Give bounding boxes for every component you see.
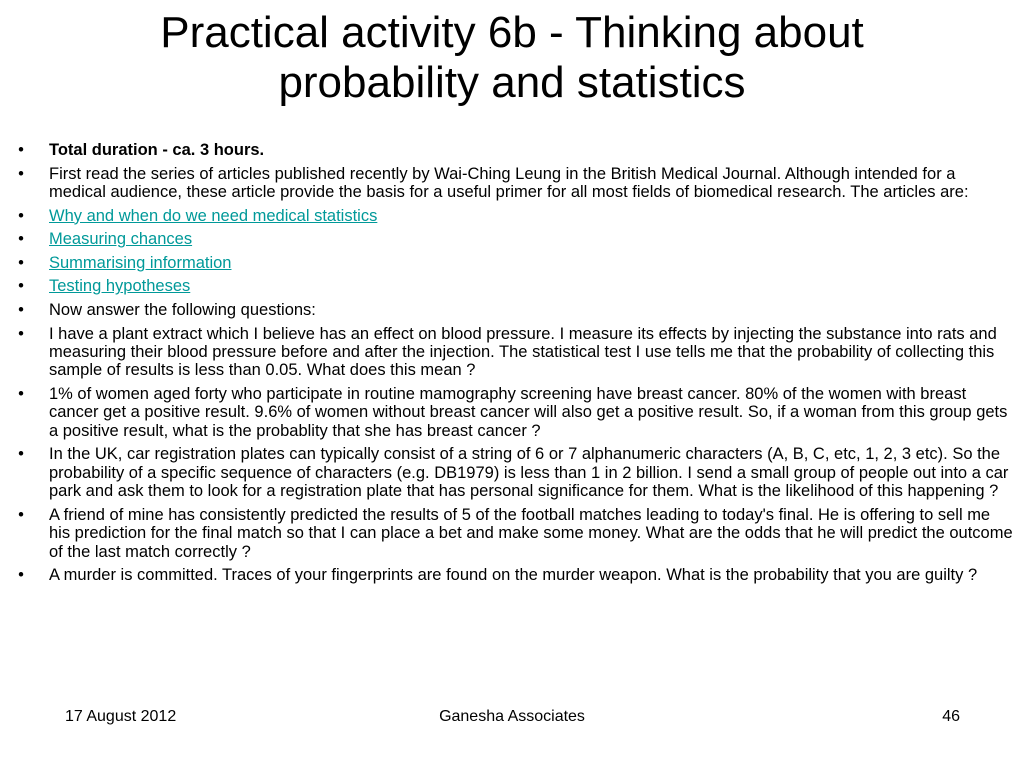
title-line-2: probability and statistics xyxy=(278,58,746,107)
bullet-icon: • xyxy=(18,230,24,249)
bullet-item-instructions xyxy=(14,301,1014,319)
bullet-icon: • xyxy=(18,566,24,585)
intro-text: First read the series of articles published recently by Wai-Ching Leung in the British Medical Journal. Although intended for a medical audience, these article provide the basis for a useful primer for all most fields of biomedical research. The articles are: xyxy=(49,164,969,201)
question-text: In the UK, car registration plates can typically consist of a string of 6 or 7 alphanumeric characters (A, B, C, etc, 1, 2, 3 etc). So the probability of a specific sequence of characters (e.g. DB1979) is less than 1 in 2 billion. I send a small group of people out into a car park and ask them to look for a registration plate that has personal significance for them. What is the likelihood of this happening ? xyxy=(49,445,1009,501)
article-link-measuring-chances[interactable]: Measuring chances xyxy=(49,230,193,249)
duration-text: Total duration - ca. 3 hours. xyxy=(49,141,265,159)
footer-page-number: 46 xyxy=(942,708,960,725)
question-text: A murder is committed. Traces of your fingerprints are found on the murder weapon. What is the probability that you are guilty ? xyxy=(49,566,978,585)
footer-organization: Ganesha Associates xyxy=(439,708,585,725)
bullet-icon: • xyxy=(18,384,24,403)
question-text: A friend of mine has consistently predicted the results of 5 of the football matches leading to today's final. He is offering to sell me his prediction for the final match so that I can place a bet and make some money. What are the odds that he will predict the outcome of the last match correctly ? xyxy=(49,505,1013,561)
bullet-icon: • xyxy=(18,445,24,464)
article-link-summarising-information[interactable]: Summarising information xyxy=(49,253,232,272)
question-text: I have a plant extract which I believe has an effect on blood pressure. I measure its effects by injecting the substance into rats and measuring their blood pressure before and after the injection. The statistical test I use tells me that the probability of collecting this sample of results is less than 0.05. What does this mean ? xyxy=(49,324,997,380)
question-item-registration-plates xyxy=(14,445,1014,500)
bullet-icon: • xyxy=(18,253,24,272)
bullet-item-article-4 xyxy=(14,277,1014,295)
bullet-item-intro xyxy=(14,165,1014,202)
article-link-testing-hypotheses[interactable]: Testing hypotheses xyxy=(49,277,191,296)
bullet-item-article-2 xyxy=(14,230,1014,248)
question-item-mammography xyxy=(14,385,1014,440)
question-item-football xyxy=(14,506,1014,561)
bullet-icon: • xyxy=(18,277,24,296)
bullet-icon: • xyxy=(18,141,24,159)
bullet-icon: • xyxy=(18,324,24,343)
question-item-murder xyxy=(14,566,1014,584)
bullet-item-duration xyxy=(14,141,1014,159)
bullet-item-article-1 xyxy=(14,207,1014,225)
bullet-list xyxy=(14,141,1014,590)
slide-title xyxy=(0,8,1024,108)
bullet-icon: • xyxy=(18,206,24,225)
article-link-why-and-when[interactable]: Why and when do we need medical statistics xyxy=(49,206,378,225)
question-item-blood-pressure xyxy=(14,325,1014,380)
bullet-item-article-3 xyxy=(14,254,1014,272)
title-line-1: Practical activity 6b - Thinking about xyxy=(160,8,864,57)
bullet-icon: • xyxy=(18,505,24,524)
question-text: 1% of women aged forty who participate in routine mamography screening have breast cancer. 80% of the women with breast cancer get a positive result. 9.6% of women without breast cancer will also get a positive result. So, if a woman from this group gets a positive result, what is the probablity that she has breast cancer ? xyxy=(49,384,1008,440)
bullet-icon: • xyxy=(18,300,24,319)
footer-date: 17 August 2012 xyxy=(65,708,177,725)
instructions-text: Now answer the following questions: xyxy=(49,300,316,319)
bullet-icon: • xyxy=(18,164,24,183)
